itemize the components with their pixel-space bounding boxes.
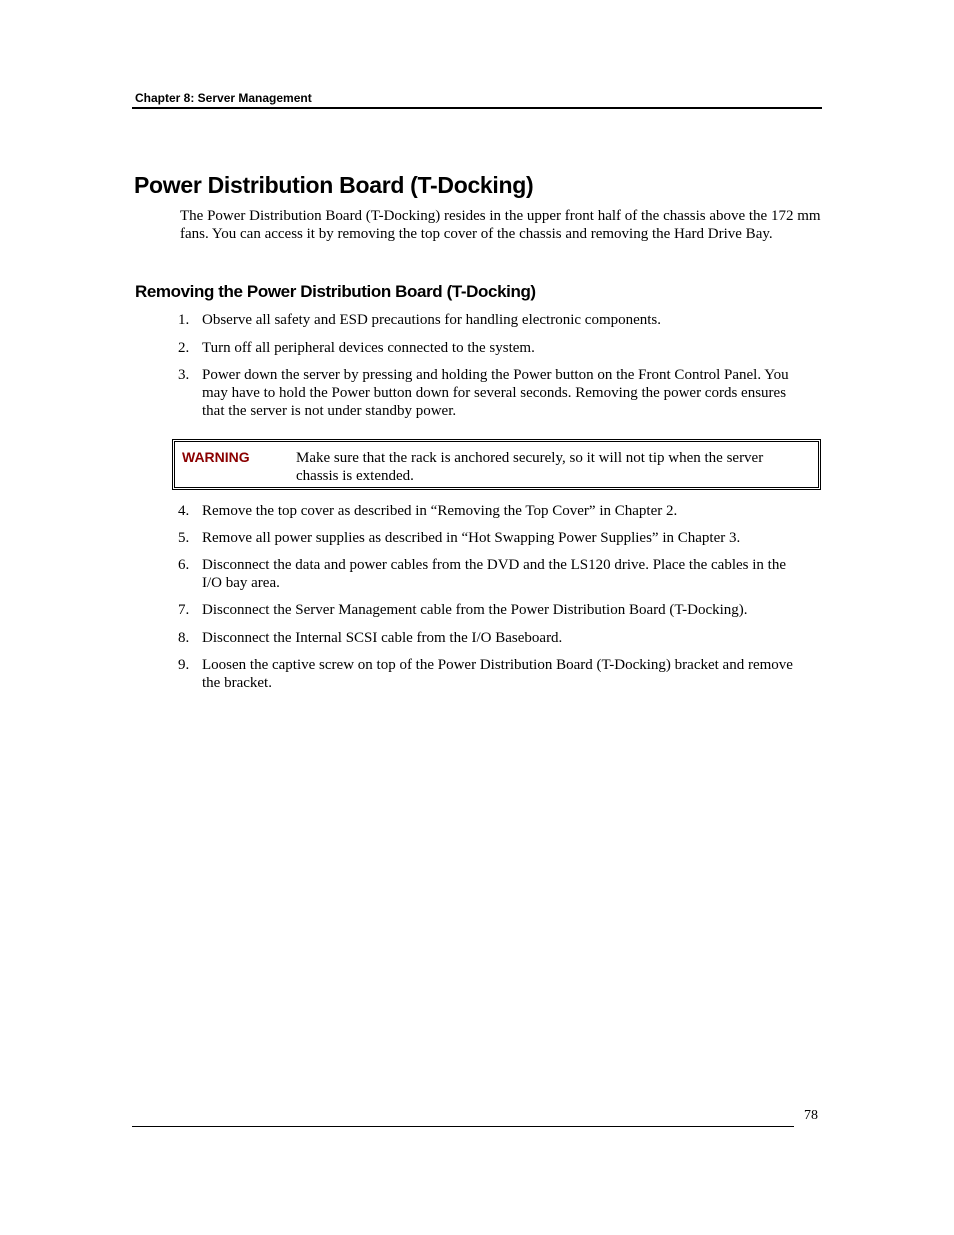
- warning-box: [172, 439, 821, 490]
- step-number: 1.: [178, 312, 190, 328]
- section-heading: Removing the Power Distribution Board (T-Docking): [135, 282, 536, 301]
- step-text: Disconnect the Internal SCSI cable from the I/O Baseboard.: [202, 630, 563, 646]
- warning-text: Make sure that the rack is anchored securely, so it will not tip when the server chassis is extended.: [296, 450, 764, 484]
- page-title: Power Distribution Board (T-Docking): [134, 172, 534, 198]
- step-text: Remove all power supplies as described in “Hot Swapping Power Supplies” in Chapter 3.: [202, 530, 741, 546]
- step-text: Remove the top cover as described in “Removing the Top Cover” in Chapter 2.: [202, 503, 678, 519]
- step-number: 8.: [178, 630, 190, 646]
- step-item: [178, 601, 798, 619]
- step-item: [178, 502, 798, 520]
- step-text: Power down the server by pressing and holding the Power button on the Front Control Panel. You may have to hold the Power button down for several seconds. Removing the power cords ensures that the server is not under standby power.: [202, 367, 789, 419]
- step-item: [178, 656, 798, 692]
- step-text: Disconnect the Server Management cable from the Power Distribution Board (T-Docking).: [202, 602, 748, 618]
- step-number: 5.: [178, 530, 190, 546]
- step-item: [178, 311, 798, 329]
- step-number: 6.: [178, 557, 190, 573]
- intro-paragraph: The Power Distribution Board (T-Docking) resides in the upper front half of the chassis above the 172 mm fans. You can access it by removing the top cover of the chassis and removing the Hard Drive Bay.: [180, 208, 821, 242]
- step-item: [178, 339, 798, 357]
- step-text: Observe all safety and ESD precautions for handling electronic components.: [202, 312, 662, 328]
- step-number: 3.: [178, 367, 190, 383]
- step-item: [178, 366, 798, 420]
- step-item: [178, 629, 798, 647]
- step-item: [178, 556, 798, 592]
- step-number: 2.: [178, 340, 190, 356]
- step-number: 7.: [178, 602, 190, 618]
- page-number: 78: [804, 1108, 818, 1123]
- step-text: Turn off all peripheral devices connected to the system.: [202, 340, 535, 356]
- running-head: Chapter 8: Server Management: [135, 91, 312, 105]
- header-rule: [132, 107, 822, 109]
- step-item: [178, 529, 798, 547]
- step-text: Loosen the captive screw on top of the Power Distribution Board (T-Docking) bracket and remove the bracket.: [202, 657, 793, 691]
- warning-label: WARNING: [182, 449, 250, 465]
- step-number: 4.: [178, 503, 190, 519]
- step-text: Disconnect the data and power cables from the DVD and the LS120 drive. Place the cables in the I/O bay area.: [202, 557, 786, 591]
- footer-rule: [132, 1126, 794, 1127]
- step-number: 9.: [178, 657, 190, 673]
